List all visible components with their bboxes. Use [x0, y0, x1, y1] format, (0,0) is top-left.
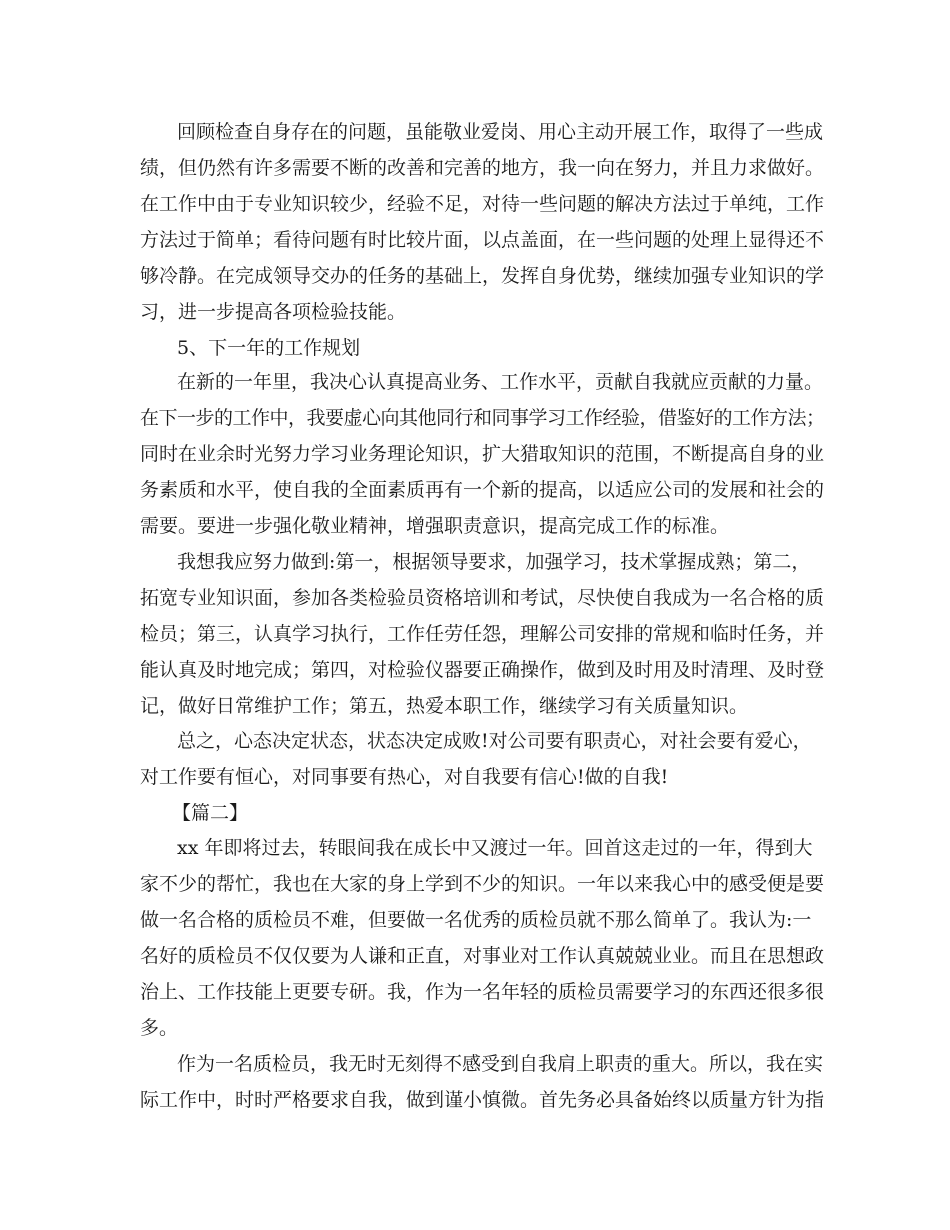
- paragraph-line: 检员；第三，认真学习执行，工作任劳任怨，理解公司安排的常规和临时任务，并: [140, 623, 825, 645]
- section-heading: 【篇二】: [172, 802, 249, 824]
- paragraph-line: 在新的一年里，我决心认真提高业务、工作水平，贡献自我就应贡献的力量。: [177, 371, 824, 393]
- paragraph-line: 作为一名质检员，我无时无刻得不感受到自我肩上职责的重大。所以，我在实: [177, 1053, 824, 1075]
- paragraph-line: 拓宽专业知识面，参加各类检验员资格培训和考试，尽快使自我成为一名合格的质: [140, 587, 825, 609]
- paragraph-line: 治上、工作技能上更要专研。我，作为一名年轻的质检员需要学习的东西还很多很: [140, 981, 825, 1003]
- paragraph-line: 际工作中，时时严格要求自我，做到谨小慎微。首先务必具备始终以质量方针为指: [140, 1089, 825, 1111]
- paragraph-line: 做一名合格的质检员不难，但要做一名优秀的质检员就不那么简单了。我认为:一: [140, 909, 812, 931]
- paragraph-line: 绩，但仍然有许多需要不断的改善和完善的地方，我一向在努力，并且力求做好。: [140, 157, 825, 179]
- paragraph-line: 家不少的帮忙，我也在大家的身上学到不少的知识。一年以来我心中的感受便是要: [140, 873, 825, 895]
- section-heading: 5、下一年的工作规划: [177, 337, 361, 359]
- paragraph-line: 回顾检查自身存在的问题，虽能敬业爱岗、用心主动开展工作，取得了一些成: [177, 121, 824, 143]
- paragraph-line: 多。: [140, 1017, 179, 1039]
- paragraph-line: 需要。要进一步强化敬业精神，增强职责意识，提高完成工作的标准。: [140, 515, 730, 537]
- paragraph-line: 记，做好日常维护工作；第五，热爱本职工作，继续学习有关质量知识。: [140, 695, 749, 717]
- paragraph-line: 我想我应努力做到:第一，根据领导要求，加强学习，技术掌握成熟；第二，: [177, 551, 811, 573]
- paragraph-line: 能认真及时地完成；第四，对检验仪器要正确操作，做到及时用及时清理、及时登: [140, 659, 825, 681]
- paragraph-line: 名好的质检员不仅仅要为人谦和正直，对事业对工作认真兢兢业业。而且在思想政: [140, 945, 825, 967]
- paragraph-line: 总之，心态决定状态，状态决定成败!对公司要有职责心，对社会要有爱心，: [177, 730, 812, 752]
- paragraph-line: 在工作中由于专业知识较少，经验不足，对待一些问题的解决方法过于单纯，工作: [140, 193, 825, 215]
- paragraph-line: 同时在业余时光努力学习业务理论知识，扩大猎取知识的范围，不断提高自身的业: [140, 443, 825, 465]
- paragraph-line: 方法过于简单；看待问题有时比较片面，以点盖面，在一些问题的处理上显得还不: [140, 229, 825, 251]
- paragraph-line: 在下一步的工作中，我要虚心向其他同行和同事学习工作经验，借鉴好的工作方法；: [140, 407, 825, 429]
- paragraph-line: 对工作要有恒心，对同事要有热心，对自我要有信心!做的自我!: [140, 766, 669, 788]
- paragraph-line: 习，进一步提高各项检验技能。: [140, 301, 407, 323]
- paragraph-line: xx 年即将过去，转眼间我在成长中又渡过一年。回首这走过的一年，得到大: [177, 837, 813, 859]
- paragraph-line: 务素质和水平，使自我的全面素质再有一个新的提高，以适应公司的发展和社会的: [140, 479, 825, 501]
- paragraph-line: 够冷静。在完成领导交办的任务的基础上，发挥自身优势，继续加强专业知识的学: [140, 265, 825, 287]
